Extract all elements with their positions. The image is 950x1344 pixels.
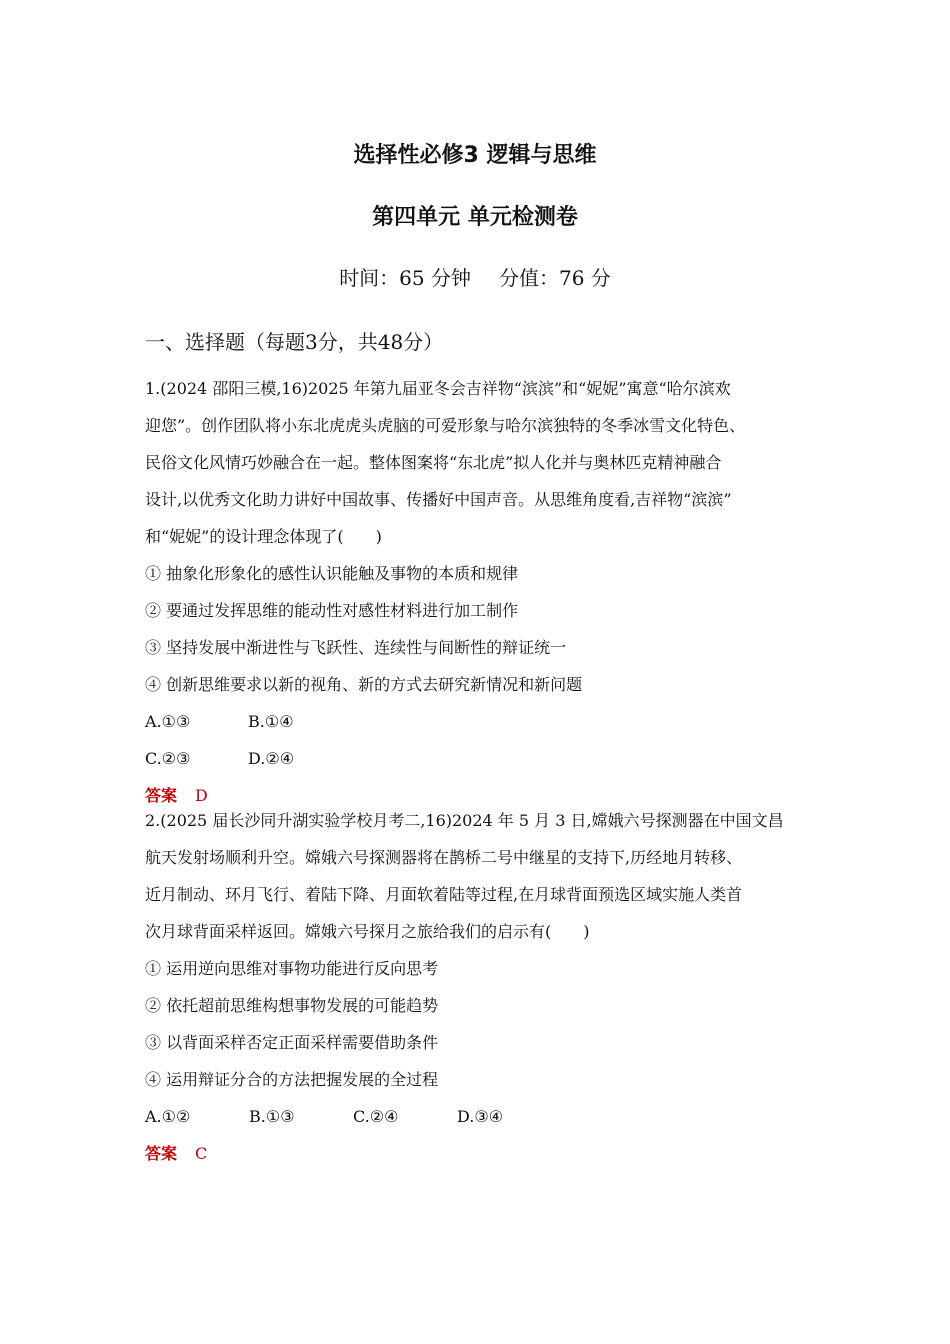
options-row (145, 740, 815, 777)
question-stem-line: 1.(2024 邵阳三模,16)2025 年第九届亚冬会吉祥物“滨滨”和“妮妮”寓意“哈尔滨欢 (145, 379, 731, 398)
unit-title: 第四单元 单元检测卷 (372, 205, 578, 230)
options-row (145, 1098, 815, 1135)
statement-1: ① 运用逆向思维对事物功能进行反向思考 (145, 959, 439, 978)
option-d: D.③④ (457, 1107, 504, 1126)
options-row (145, 703, 815, 740)
option-c: C.②④ (353, 1107, 399, 1126)
question-1 (145, 370, 815, 814)
statement-2: ② 依托超前思维构想事物发展的可能趋势 (145, 996, 439, 1015)
document-title: 选择性必修3 逻辑与思维 (353, 143, 597, 168)
answer-value: C (195, 1144, 208, 1163)
option-c: C.②③ (145, 749, 191, 768)
option-a: A.①③ (145, 712, 191, 731)
question-stem-line: 迎您”。创作团队将小东北虎虎头虎脑的可爱形象与哈尔滨独特的冬季冰雪文化特色、 (145, 416, 746, 435)
exam-info (0, 262, 950, 291)
question-stem-line: 设计,以优秀文化助力讲好中国故事、传播好中国声音。从思维角度看,吉祥物“滨滨” (145, 490, 732, 509)
answer-label: 答案 (145, 786, 178, 805)
question-stem-line: 次月球背面采样返回。嫦娥六号探月之旅给我们的启示有( ) (145, 922, 590, 941)
option-b: B.①④ (248, 712, 294, 731)
statement-2: ② 要通过发挥思维的能动性对感性材料进行加工制作 (145, 601, 519, 620)
statement-1: ① 抽象化形象化的感性认识能触及事物的本质和规律 (145, 564, 519, 583)
question-stem-line: 民俗文化风情巧妙融合在一起。整体图案将“东北虎”拟人化并与奥林匹克精神融合 (145, 453, 722, 472)
option-a: A.①② (145, 1107, 191, 1126)
statement-4: ④ 创新思维要求以新的视角、新的方式去研究新情况和新问题 (145, 675, 583, 694)
option-b: B.①③ (249, 1107, 295, 1126)
statement-3: ③ 坚持发展中渐进性与飞跃性、连续性与间断性的辩证统一 (145, 638, 567, 657)
question-stem-line: 近月制动、环月飞行、着陆下降、月面软着陆等过程,在月球背面预选区域实施人类首 (145, 885, 743, 904)
exam-time: 时间：65 分钟 (339, 266, 471, 290)
answer-label: 答案 (145, 1144, 178, 1163)
statement-4: ④ 运用辩证分合的方法把握发展的全过程 (145, 1070, 439, 1089)
answer-line (145, 1135, 815, 1172)
question-stem-line: 和“妮妮”的设计理念体现了( ) (145, 527, 382, 546)
option-d: D.②④ (248, 749, 295, 768)
answer-value: D (195, 786, 208, 805)
section-heading: 一、选择题（每题3分，共48分） (145, 330, 444, 354)
statement-3: ③ 以背面采样否定正面采样需要借助条件 (145, 1033, 439, 1052)
question-stem-line: 航天发射场顺利升空。嫦娥六号探测器将在鹊桥二号中继星的支持下,历经地月转移、 (145, 848, 743, 867)
exam-score: 分值：76 分 (499, 266, 611, 290)
question-2 (145, 802, 815, 1172)
question-stem-line: 2.(2025 届长沙同升湖实验学校月考二,16)2024 年 5 月 3 日,嫦娥六号探测器在中国文昌 (145, 811, 784, 830)
